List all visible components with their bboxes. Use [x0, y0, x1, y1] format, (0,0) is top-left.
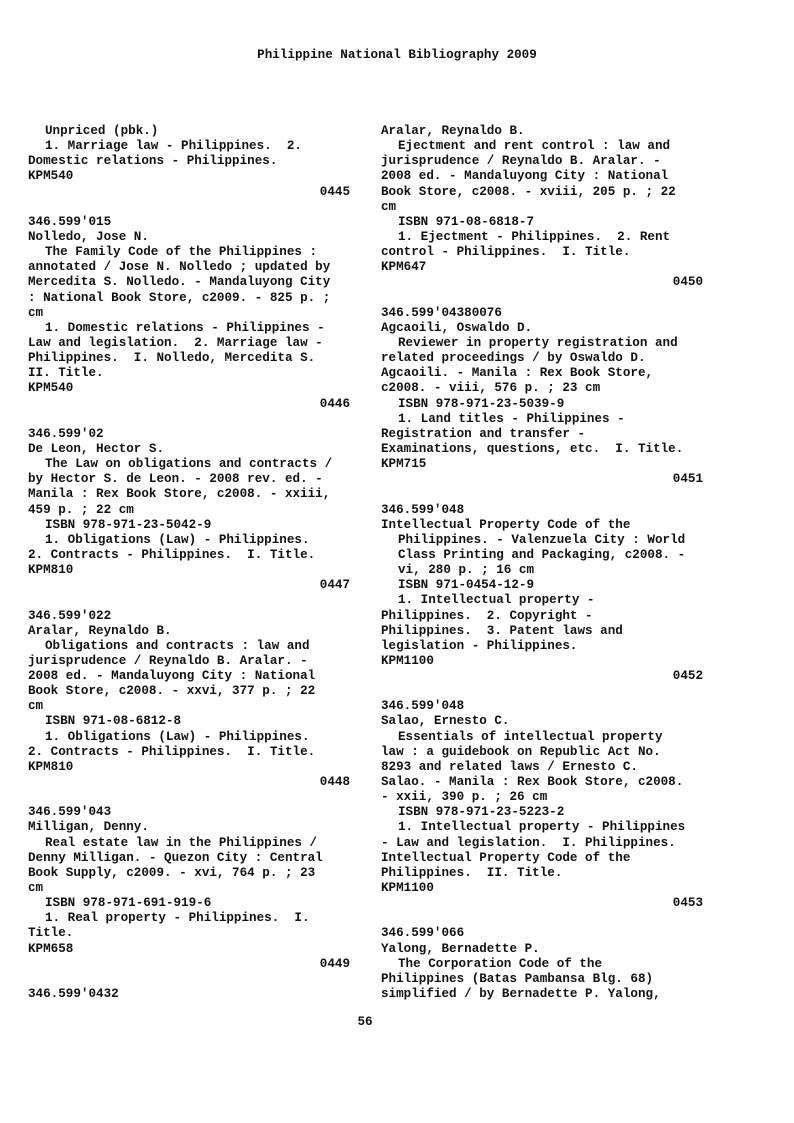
bibliographic-line: 1. Land titles - Philippines -	[398, 411, 625, 426]
right-column	[381, 124, 703, 1002]
bibliographic-line: 1. Domestic relations - Philippines -	[45, 320, 325, 335]
bibliographic-line: Philippines. 2. Copyright -	[381, 608, 593, 623]
bibliographic-line: Book Store, c2008. - xxvi, 377 p. ; 22	[28, 684, 316, 699]
bibliographic-line: 2. Contracts - Philippines. I. Title.	[28, 744, 316, 759]
entry-number: 0445	[319, 184, 350, 199]
bibliographic-line: 346.599'04380076	[381, 305, 502, 320]
bibliographic-line: Mercedita S. Nolledo. - Mandaluyong City	[28, 275, 331, 290]
bibliographic-line: Book Supply, c2009. - xvi, 764 p. ; 23	[28, 865, 316, 880]
bibliographic-line: KPM540	[28, 169, 74, 184]
bibliographic-line: 346.599'022	[28, 608, 112, 623]
bibliographic-line: Philippines. I. Nolledo, Mercedita S.	[28, 351, 316, 366]
bibliographic-line: annotated / Jose N. Nolledo ; updated by	[28, 260, 331, 275]
bibliographic-line: ISBN 971-08-6812-8	[45, 714, 182, 729]
bibliographic-line: Philippines. II. Title.	[381, 865, 563, 880]
bibliographic-line: Reviewer in property registration and	[398, 335, 678, 350]
bibliographic-line: control - Philippines. I. Title.	[381, 245, 631, 260]
bibliographic-line: 1. Real property - Philippines. I.	[45, 911, 310, 926]
bibliographic-line: jurisprudence / Reynaldo B. Aralar. -	[381, 154, 661, 169]
bibliographic-line: 346.599'066	[381, 926, 465, 941]
bibliographic-line: by Hector S. de Leon. - 2008 rev. ed. -	[28, 472, 323, 487]
bibliographic-line: KPM1100	[381, 881, 434, 896]
bibliographic-line: 1. Ejectment - Philippines. 2. Rent	[398, 229, 671, 244]
entry-separator	[28, 200, 350, 215]
bibliographic-line: 2. Contracts - Philippines. I. Title.	[28, 547, 316, 562]
bibliographic-line: - xxii, 390 p. ; 26 cm	[381, 790, 548, 805]
bibliographic-line: Salao. - Manila : Rex Book Store, c2008.	[381, 775, 684, 790]
bibliographic-line: Intellectual Property Code of the	[381, 850, 631, 865]
bibliographic-line: 2008 ed. - Mandaluyong City : National	[381, 169, 669, 184]
bibliographic-line: KPM715	[381, 457, 427, 472]
bibliographic-line: c2008. - viii, 576 p. ; 23 cm	[381, 381, 601, 396]
bibliographic-line: 1. Obligations (Law) - Philippines.	[45, 532, 310, 547]
bibliographic-line: 346.599'043	[28, 805, 112, 820]
bibliographic-line: The Law on obligations and contracts /	[45, 457, 333, 472]
bibliographic-line: 346.599'048	[381, 502, 465, 517]
page-number: 56	[357, 1015, 373, 1029]
bibliographic-line: 346.599'048	[381, 699, 465, 714]
bibliographic-line: Nolledo, Jose N.	[28, 229, 149, 244]
entry-number: 0451	[672, 472, 703, 487]
bibliographic-line: Milligan, Denny.	[28, 820, 149, 835]
bibliographic-line: Philippines. 3. Patent laws and	[381, 623, 623, 638]
bibliographic-line: 1. Intellectual property - Philippines	[398, 820, 686, 835]
bibliographic-line: 1. Obligations (Law) - Philippines.	[45, 729, 310, 744]
bibliographic-line: Yalong, Bernadette P.	[381, 941, 540, 956]
bibliographic-line: The Family Code of the Philippines :	[45, 245, 318, 260]
bibliographic-line: Agcaoili. - Manila : Rex Book Store,	[381, 366, 654, 381]
bibliographic-line: De Leon, Hector S.	[28, 441, 165, 456]
bibliographic-line: ISBN 978-971-23-5039-9	[398, 396, 565, 411]
bibliographic-line: legislation - Philippines.	[381, 638, 578, 653]
bibliographic-line: simplified / by Bernadette P. Yalong,	[381, 987, 661, 1002]
bibliographic-line: Ejectment and rent control : law and	[398, 139, 671, 154]
bibliographic-line: Denny Milligan. - Quezon City : Central	[28, 850, 323, 865]
bibliographic-line: Domestic relations - Philippines.	[28, 154, 278, 169]
bibliographic-line: Aralar, Reynaldo B.	[28, 623, 172, 638]
bibliographic-line: cm	[381, 199, 397, 214]
entry-separator	[381, 291, 703, 306]
bibliographic-line: KPM540	[28, 381, 74, 396]
bibliographic-line: Unpriced (pbk.)	[45, 124, 159, 138]
entry-separator	[28, 972, 350, 987]
left-column	[28, 124, 350, 1002]
bibliographic-line: Real estate law in the Philippines /	[45, 835, 318, 850]
bibliographic-line: Obligations and contracts : law and	[45, 638, 310, 653]
entry-number: 0448	[319, 775, 350, 790]
entry-separator	[28, 790, 350, 805]
entry-number: 0447	[319, 578, 350, 593]
bibliographic-line: 1. Intellectual property -	[398, 593, 595, 608]
bibliographic-line: KPM1100	[381, 653, 434, 668]
bibliographic-line: vi, 280 p. ; 16 cm	[398, 563, 535, 578]
bibliographic-line: ISBN 971-0454-12-9	[398, 578, 535, 593]
bibliographic-line: Class Printing and Packaging, c2008. -	[398, 547, 686, 562]
entry-number: 0453	[672, 896, 703, 911]
bibliographic-line: Law and legislation. 2. Marriage law -	[28, 335, 323, 350]
entry-number: 0449	[319, 956, 350, 971]
entry-separator	[381, 487, 703, 502]
bibliographic-line: 346.599'02	[28, 426, 104, 441]
bibliographic-line: Essentials of intellectual property	[398, 729, 663, 744]
bibliographic-line: 8293 and related laws / Ernesto C.	[381, 759, 638, 774]
entry-separator	[28, 412, 350, 427]
bibliographic-line: Agcaoili, Oswaldo D.	[381, 320, 533, 335]
bibliographic-line: related proceedings / by Oswaldo D.	[381, 351, 646, 366]
bibliographic-line: Registration and transfer -	[381, 426, 586, 441]
bibliographic-line: ISBN 971-08-6818-7	[398, 214, 535, 229]
bibliographic-line: Book Store, c2008. - xviii, 205 p. ; 22	[381, 184, 676, 199]
bibliographic-line: Manila : Rex Book Store, c2008. - xxiii,	[28, 487, 331, 502]
bibliographic-line: II. Title.	[28, 366, 104, 381]
bibliographic-line: cm	[28, 881, 44, 896]
bibliographic-line: cm	[28, 699, 44, 714]
bibliographic-line: cm	[28, 305, 44, 320]
bibliographic-line: The Corporation Code of the	[398, 956, 603, 971]
bibliographic-line: KPM810	[28, 759, 74, 774]
bibliographic-line: ISBN 978-971-691-919-6	[45, 896, 212, 911]
page-header: Philippine National Bibliography 2009	[257, 48, 537, 62]
bibliographic-line: Philippines. - Valenzuela City : World	[398, 532, 686, 547]
entry-separator	[28, 593, 350, 608]
bibliographic-line: 1. Marriage law - Philippines. 2.	[45, 139, 302, 154]
bibliographic-line: Title.	[28, 926, 74, 941]
bibliographic-line: KPM647	[381, 260, 427, 275]
bibliographic-line: 2008 ed. - Mandaluyong City : National	[28, 669, 316, 684]
entry-number: 0452	[672, 669, 703, 684]
bibliographic-line: jurisprudence / Reynaldo B. Aralar. -	[28, 653, 308, 668]
entry-number: 0450	[672, 275, 703, 290]
bibliographic-line: ISBN 978-971-23-5042-9	[45, 517, 212, 532]
bibliographic-line: 459 p. ; 22 cm	[28, 502, 134, 517]
bibliographic-line: 346.599'015	[28, 214, 112, 229]
bibliographic-line: Salao, Ernesto C.	[381, 714, 510, 729]
bibliographic-line: - Law and legislation. I. Philippines.	[381, 835, 676, 850]
bibliographic-line: Intellectual Property Code of the	[381, 517, 631, 532]
bibliographic-line: ISBN 978-971-23-5223-2	[398, 805, 565, 820]
entry-separator	[381, 911, 703, 926]
entry-separator	[381, 684, 703, 699]
bibliographic-line: 346.599'0432	[28, 987, 119, 1002]
bibliographic-line: : National Book Store, c2009. - 825 p. ;	[28, 290, 331, 305]
entry-number: 0446	[319, 396, 350, 411]
bibliographic-line: Examinations, questions, etc. I. Title.	[381, 441, 684, 456]
bibliographic-line: law : a guidebook on Republic Act No.	[381, 744, 661, 759]
bibliographic-line: KPM658	[28, 941, 74, 956]
bibliographic-line: Philippines (Batas Pambansa Blg. 68)	[381, 971, 654, 986]
bibliographic-line: Aralar, Reynaldo B.	[381, 124, 525, 138]
bibliographic-line: KPM810	[28, 563, 74, 578]
